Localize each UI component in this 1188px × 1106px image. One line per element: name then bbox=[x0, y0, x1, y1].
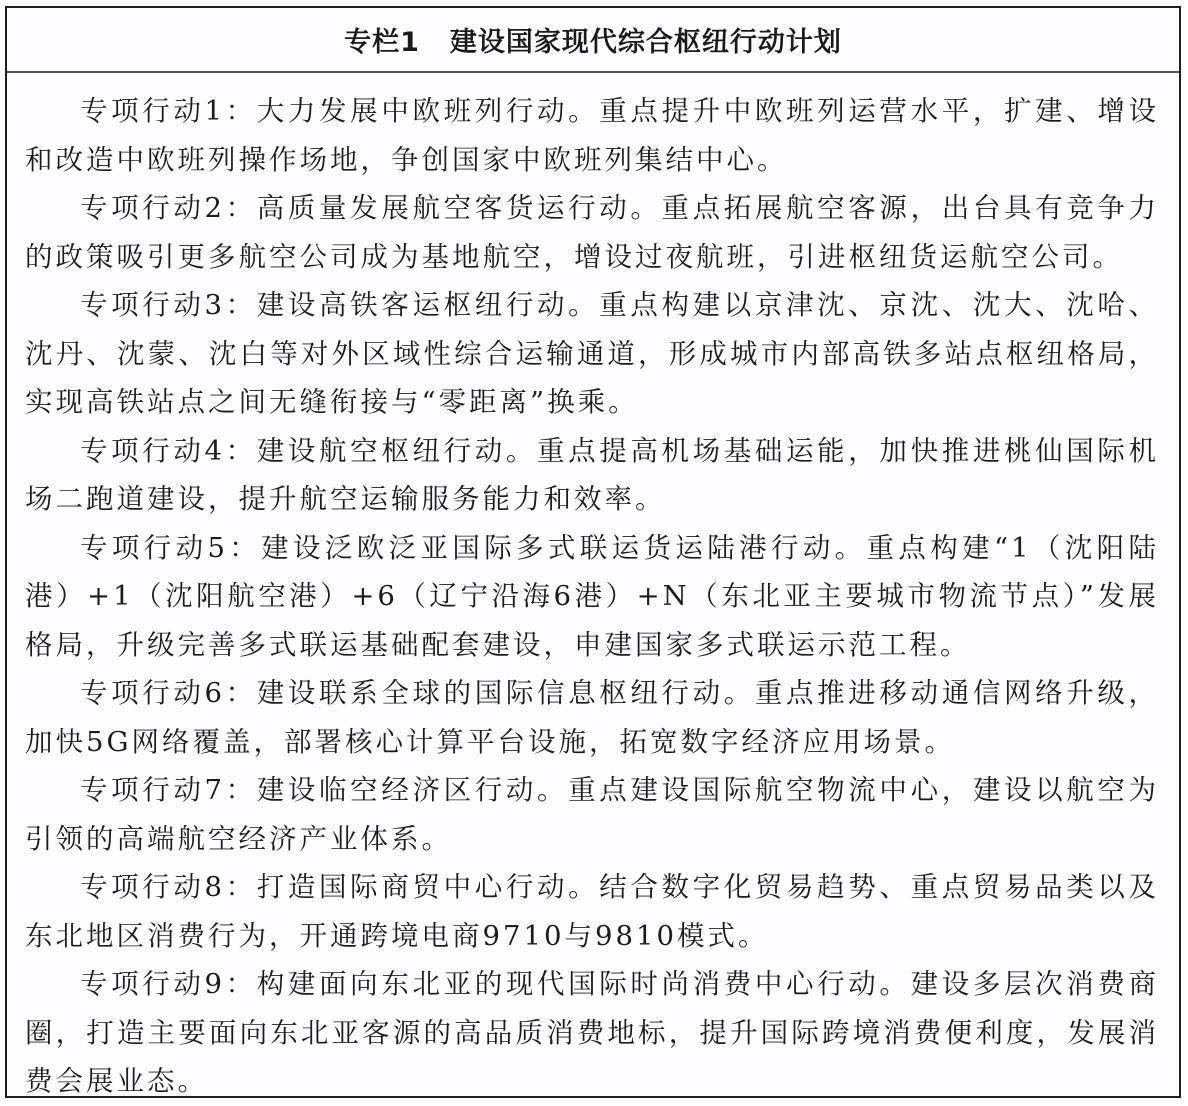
box-title: 建设国家现代综合枢纽行动计划 bbox=[449, 27, 842, 58]
box-content bbox=[7, 73, 1179, 1106]
column-box bbox=[5, 6, 1181, 1098]
action-paragraph-6: 专项行动6：建设联系全球的国际信息枢纽行动。重点推进移动通信网络升级，加快5G网络覆盖，部署核心计算平台设施，拓宽数字经济应用场景。 bbox=[25, 677, 1159, 758]
action-paragraph-3: 专项行动3：建设高铁客运枢纽行动。重点构建以京津沈、京沈、沈大、沈哈、沈丹、沈蒙、沈白等对外区域性综合运输通道，形成城市内部高铁多站点枢纽格局，实现高铁站点之间无缝衔接与“零距离”换乘。 bbox=[25, 289, 1159, 418]
box-header bbox=[7, 8, 1179, 73]
action-paragraph-2: 专项行动2：高质量发展航空客货运行动。重点拓展航空客源，出台具有竞争力的政策吸引更多航空公司成为基地航空，增设过夜航班，引进枢纽货运航空公司。 bbox=[25, 192, 1159, 273]
action-paragraph-5: 专项行动5：建设泛欧泛亚国际多式联运货运陆港行动。重点构建“1（沈阳陆港）+1（沈阳航空港）+6（辽宁沿海6港）+N（东北亚主要城市物流节点）”发展格局，升级完善多式联运基础配套建设，申建国家多式联运示范工程。 bbox=[25, 531, 1159, 661]
action-paragraph-9: 专项行动9：构建面向东北亚的现代国际时尚消费中心行动。建设多层次消费商圈，打造主要面向东北亚客源的高品质消费地标，提升国际跨境消费便利度，发展消费会展业态。 bbox=[25, 968, 1159, 1097]
action-paragraph-7: 专项行动7：建设临空经济区行动。重点建设国际航空物流中心，建设以航空为引领的高端航空经济产业体系。 bbox=[25, 774, 1159, 855]
box-label: 专栏1 bbox=[344, 27, 420, 58]
action-paragraph-1: 专项行动1：大力发展中欧班列行动。重点提升中欧班列运营水平，扩建、增设和改造中欧班列操作场地，争创国家中欧班列集结中心。 bbox=[25, 95, 1159, 176]
action-paragraph-4: 专项行动4：建设航空枢纽行动。重点提高机场基础运能，加快推进桃仙国际机场二跑道建设，提升航空运输服务能力和效率。 bbox=[25, 434, 1159, 515]
action-paragraph-8: 专项行动8：打造国际商贸中心行动。结合数字化贸易趋势、重点贸易品类以及东北地区消费行为，开通跨境电商9710与9810模式。 bbox=[25, 871, 1159, 952]
